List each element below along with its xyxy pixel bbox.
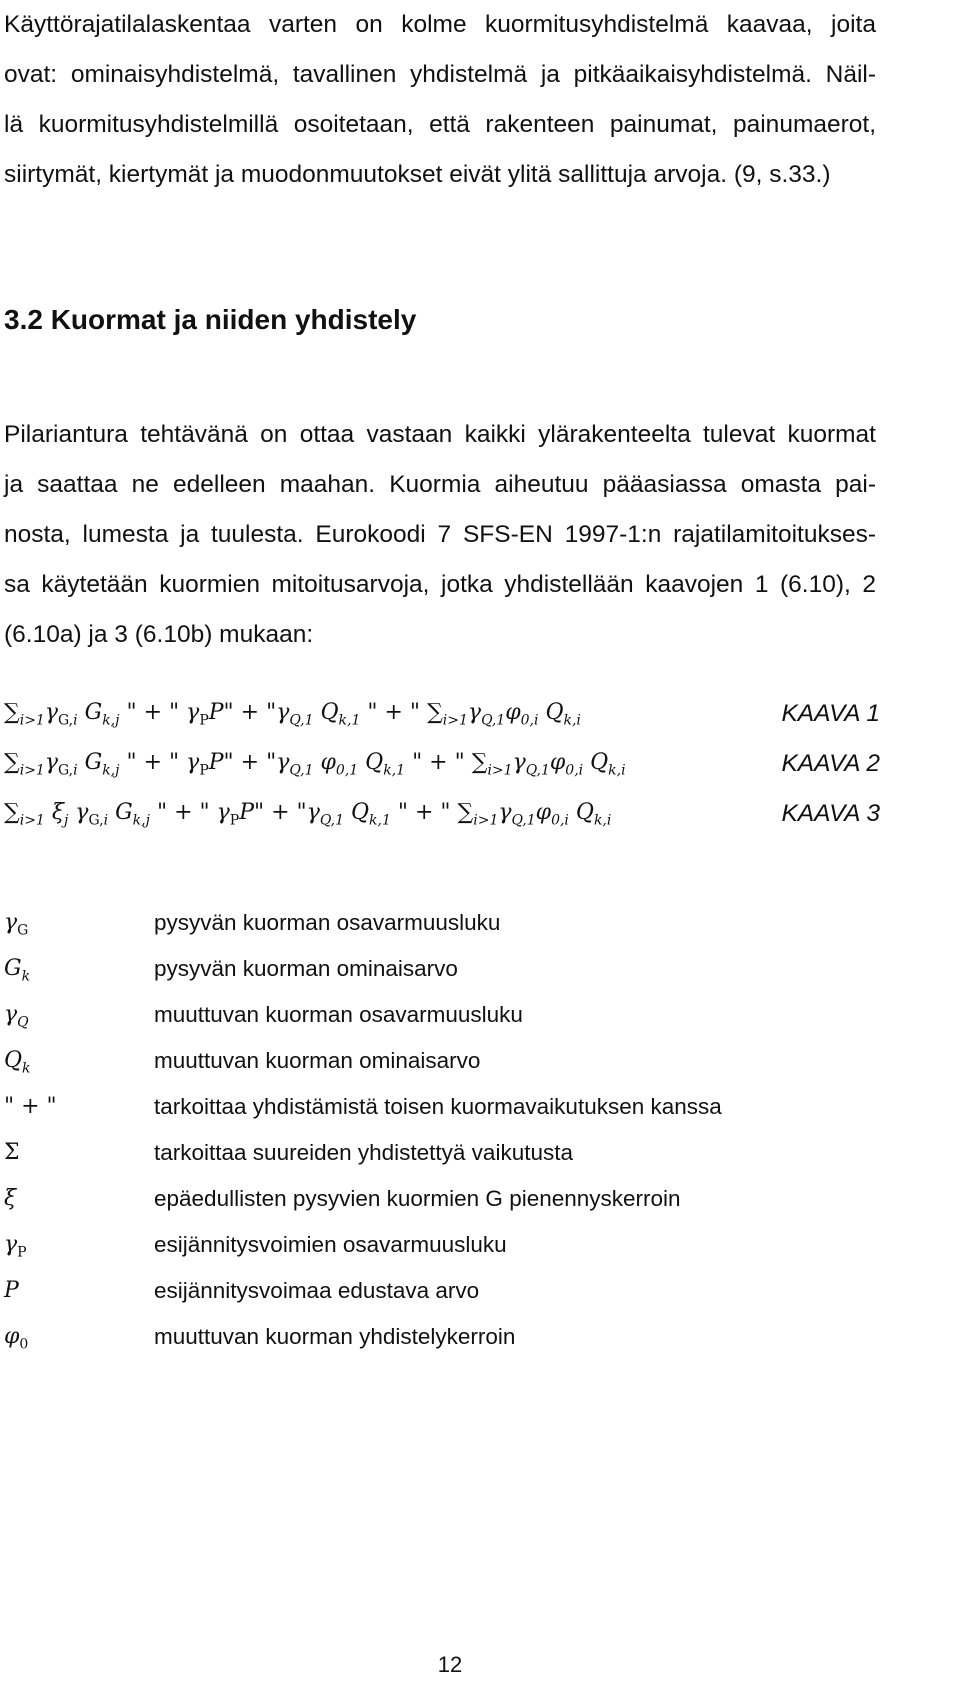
paragraph-line: Pilariantura tehtävänä on ottaa vastaan kaikki ylärakenteelta tulevat kuormat — [4, 421, 876, 448]
paragraph-line: ovat: ominaisyhdistelmä, tavallinen yhdistelmä ja pitkäaikaisyhdistelmä. Näil- — [4, 61, 876, 88]
formula-2 — [4, 750, 880, 790]
section-heading: 3.2 Kuormat ja niiden yhdistely — [4, 304, 417, 335]
symbol-description: tarkoittaa suureiden yhdistettyä vaikutusta — [154, 1140, 573, 1165]
symbol-row — [4, 1002, 880, 1042]
paragraph-line: siirtymät, kiertymät ja muodonmuutokset eivät ylitä sallittuja arvoja. (9, s.33.) — [4, 161, 831, 188]
symbol: P — [4, 1278, 19, 1303]
symbol: $\gamma_Q$ — [4, 1002, 29, 1031]
formula-tag: KAAVA 1 — [781, 700, 880, 727]
page-number: 12 — [437, 1652, 463, 1677]
formula-expression: $\sum_{i>1}\gamma_{G,i}$ $G_{k,j}$ " + " $\gamma_PP$" + "$\gamma_{Q,1}$ $Q_{k,1}$ " + " $\sum_{i>1}\gamma_{Q,1}\varphi_{0,i}$ $Q_{k,i}$ — [4, 700, 581, 729]
symbol-description: pysyvän kuorman osavarmuusluku — [154, 910, 501, 935]
symbol-description: epäedullisten pysyvien kuormien G pienennyskerroin — [154, 1186, 681, 1211]
symbol-row — [4, 1232, 880, 1272]
paragraph-line: (6.10a) ja 3 (6.10b) mukaan: — [4, 621, 314, 648]
symbol-row — [4, 910, 880, 950]
formula-tag: KAAVA 3 — [781, 800, 880, 827]
paragraph-line: nosta, lumesta ja tuulesta. Eurokoodi 7 SFS-EN 1997-1:n rajatilamitoitukses- — [4, 521, 876, 548]
symbol-row — [4, 1324, 880, 1364]
symbol-description: muuttuvan kuorman ominaisarvo — [154, 1048, 481, 1073]
symbol-description: muuttuvan kuorman yhdistelykerroin — [154, 1324, 516, 1349]
paragraph-line: ja saattaa ne edelleen maahan. Kuormia aiheutuu pääasiassa omasta pai- — [4, 471, 876, 498]
formula-expression: $\sum_{i>1}\gamma_{G,i}$ $G_{k,j}$ " + " $\gamma_PP$" + "$\gamma_{Q,1}$ $\varphi_{0,1}$ $Q_{k,1}$ " + " $\sum_{i>1}\gamma_{Q,1}\varphi_{0,i}$ $Q_{k,i}$ — [4, 750, 626, 779]
symbol: $\gamma_P$ — [4, 1232, 27, 1261]
formula-expression: $\sum_{i>1}$ $\xi_j$ $\gamma_{G,i}$ $G_{k,j}$ " + " $\gamma_PP$" + "$\gamma_{Q,1}$ $Q_{k,1}$ " + " $\sum_{i>1}\gamma_{Q,1}\varphi_{0,i}$ $Q_{k,i}$ — [4, 800, 612, 829]
paragraph-line: Käyttörajatilalaskentaa varten on kolme kuormitusyhdistelmä kaavaa, joita — [4, 11, 876, 38]
symbol-row — [4, 956, 880, 996]
symbol: $\gamma_G$ — [4, 910, 29, 939]
symbol-description: tarkoittaa yhdistämistä toisen kuormavaikutuksen kanssa — [154, 1094, 722, 1119]
symbol: $G_k$ — [4, 956, 31, 985]
paragraph-line: lä kuormitusyhdistelmillä osoitetaan, että rakenteen painumat, painumaerot, — [4, 111, 876, 138]
paragraph-line: sa käytetään kuormien mitoitusarvoja, jotka yhdistellään kaavojen 1 (6.10), 2 — [4, 571, 876, 598]
symbol-description: pysyvän kuorman ominaisarvo — [154, 956, 458, 981]
symbol-row — [4, 1186, 880, 1226]
symbol-row — [4, 1278, 880, 1318]
symbol: " + " — [4, 1094, 57, 1119]
formula-tag: KAAVA 2 — [781, 750, 880, 777]
paragraph-serviceability — [4, 0, 876, 200]
formula-1 — [4, 700, 880, 740]
symbol-row — [4, 1048, 880, 1088]
symbol: $Q_k$ — [4, 1048, 31, 1077]
symbol: $\varphi_0$ — [4, 1324, 29, 1353]
symbol-row — [4, 1140, 880, 1180]
paragraph-loads — [4, 410, 876, 660]
symbol-description: esijännitysvoimien osavarmuusluku — [154, 1232, 507, 1257]
symbol-row — [4, 1094, 880, 1134]
symbol: Σ — [4, 1140, 20, 1165]
formula-3 — [4, 800, 880, 840]
symbol-description: muuttuvan kuorman osavarmuusluku — [154, 1002, 523, 1027]
symbol: ξ — [4, 1186, 17, 1211]
symbol-description: esijännitysvoimaa edustava arvo — [154, 1278, 480, 1303]
